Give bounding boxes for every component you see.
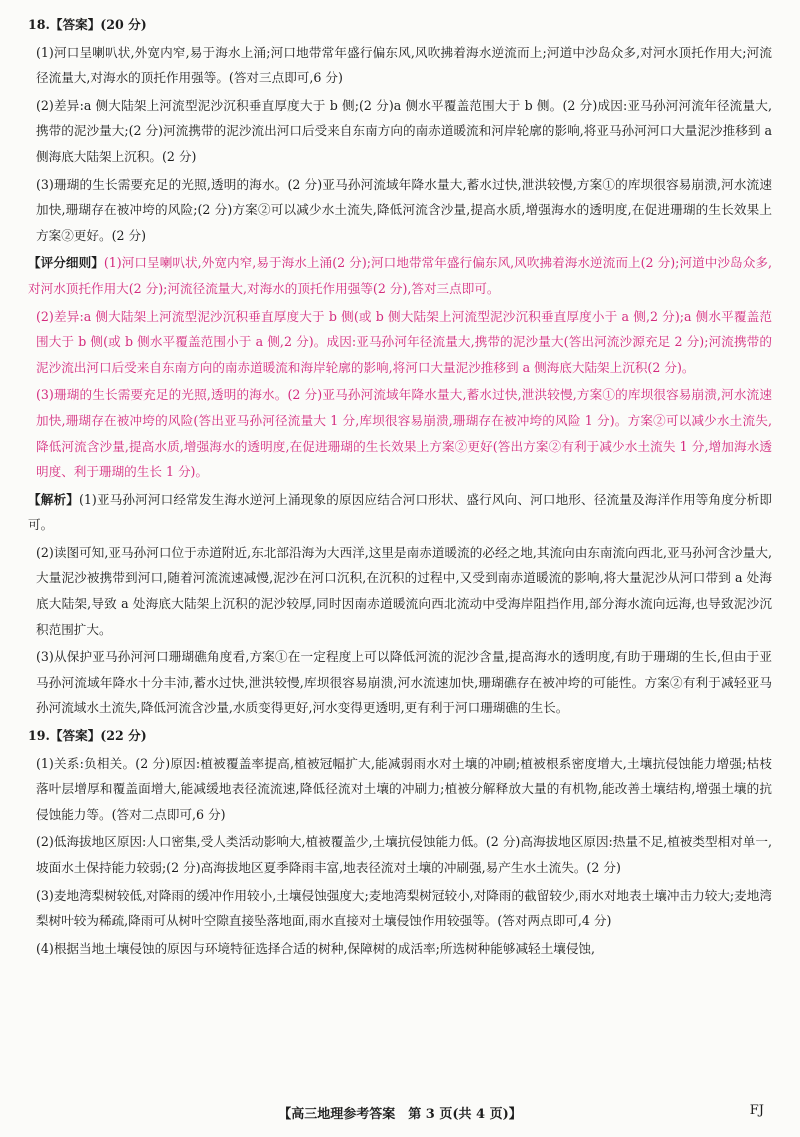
footer-text: 【高三地理参考答案 第 3 页(共 4 页)】: [278, 1107, 522, 1122]
q18-answer-heading: [28, 12, 772, 38]
q18-answer-part1: (1)河口呈喇叭状,外宽内窄,易于海水上涌;河口地带常年盛行偏东风,风吹拂着海水逆流而上;河道中沙岛众多,对河水顶托作用大;河流径流量大,对海水的顶托作用强等。(答对三点即可,6 分): [36, 44, 772, 86]
q19-answer-part1: (1)关系:负相关。(2 分)原因:植被覆盖率提高,植被冠幅扩大,能减弱雨水对土壤的冲刷;植被根系密度增大,土壤抗侵蚀能力增强;枯枝落叶层增厚和覆盖面增大,能减缓地表径流流速,降低径流对土壤的冲刷力;植被分解释放大量的有机物,能改善土壤结构,增强土壤的抗侵蚀能力等。(答对二点即可,6 分): [36, 755, 772, 822]
q18-answer-label: 18.【答案】(20 分): [28, 17, 147, 32]
q19-answer-part2: (2)低海拔地区原因:人口密集,受人类活动影响大,植被覆盖少,土壤抗侵蚀能力低。(2 分)高海拔地区原因:热量不足,植被类型相对单一,坡面水土保持能力较弱;(2 分)高海拔地区夏季降雨丰富,地表径流对土壤的冲刷强,易产生水土流失。(2 分): [36, 834, 772, 875]
q18-rubric-part3: (3)珊瑚的生长需要充足的光照,透明的海水。(2 分)亚马孙河流域年降水量大,蓄水过快,泄洪较慢,方案①的库坝很容易崩溃,河水流速加快,珊瑚存在被冲垮的风险(答出亚马孙河径流量大 1 分,库坝很容易崩溃,珊瑚存在被冲垮的风险 1 分)。方案②可以减少水土流失,降低河流含沙量,提高水质,增强海水的透明度,在促进珊瑚的生长效果上方案②更好(答出方案②有利于减少水土流失 1 分,增加海水透明度、利于珊瑚的生长 1 分)。: [36, 387, 772, 480]
q18-rubric-part2: (2)差异:a 侧大陆架上河流型泥沙沉积垂直厚度大于 b 侧(或 b 侧大陆架上河流型泥沙沉积垂直厚度小于 a 侧,2 分);a 侧水平覆盖范围大于 b 侧(或 b 侧水平覆盖范围小于 a 侧,2 分)。成因:亚马孙河年径流量大,携带的泥沙量大(答出河流沙源充足 2 分);河流携带的泥沙流出河口后受来自东南方向的南赤道暖流和海岸轮廓的影响,将河口大量泥沙推移到 a 侧海底大陆架上沉积(2 分)。: [36, 308, 772, 375]
page-footer: [0, 1103, 800, 1122]
q18-analysis-part1: [28, 487, 772, 538]
rubric-part1-text: (1)河口呈喇叭状,外宽内窄,易于海水上涌(2 分);河口地带常年盛行偏东风,风吹拂着海水逆流而上(2 分);河道中沙岛众多,对河水顶托作用大(2 分);河流径流量大,对海水的顶托作用强等(2 分),答对三点即可。: [28, 255, 772, 296]
q18-analysis-part3: (3)从保护亚马孙河河口珊瑚礁角度看,方案①在一定程度上可以降低河流的泥沙含量,提高海水的透明度,有助于珊瑚的生长,但由于亚马孙河流域年降水十分丰沛,蓄水过快,泄洪较慢,库坝很容易崩溃,河水流速加快,珊瑚礁存在被冲垮的可能性。方案②有利于减轻亚马孙河流域水土流失,降低河流含沙量,水质变得更好,河水变得更透明,更有利于河口珊瑚礁的生长。: [36, 649, 772, 716]
q18-rubric-part1: [28, 250, 772, 301]
q19-answer-part4: (4)根据当地土壤侵蚀的原因与环境特征选择合适的树种,保障树的成活率;所选树种能够减轻土壤侵蚀,: [36, 940, 596, 956]
analysis-label: 【解析】: [28, 491, 79, 507]
q18-answer-part2: (2)差异:a 侧大陆架上河流型泥沙沉积垂直厚度大于 b 侧;(2 分)a 侧水平覆盖范围大于 b 侧。(2 分)成因:亚马孙河河流年径流量大,携带的泥沙量大;(2 分)河流携带的泥沙流出河口后受来自东南方向的南赤道暖流和河岸轮廓的影响,将亚马孙河河口大量泥沙推移到 a 侧海底大陆架上沉积。(2 分): [36, 97, 772, 164]
footer-code: FJ: [749, 1103, 764, 1118]
analysis-part1-text: (1)亚马孙河河口经常发生海水逆河上涌现象的原因应结合河口形状、盛行风向、河口地形、径流量及海洋作用等角度分析即可。: [28, 491, 773, 533]
q19-answer-label: 19.【答案】(22 分): [28, 728, 147, 744]
q19-answer-part3: (3)麦地湾梨树较低,对降雨的缓冲作用较小,土壤侵蚀强度大;麦地湾梨树冠较小,对降雨的截留较少,雨水对地表土壤冲击力较大;麦地湾梨树叶较为稀疏,降雨可从树叶空隙直接坠落地面,雨水直接对土壤侵蚀作用较强等。(答对两点即可,4 分): [36, 887, 772, 929]
rubric-label: 【评分细则】: [28, 255, 104, 271]
q19-answer-heading: [28, 723, 772, 749]
q18-answer-part3: (3)珊瑚的生长需要充足的光照,透明的海水。(2 分)亚马孙河流域年降水量大,蓄水过快,泄洪较慢,方案①的库坝很容易崩溃,河水流速加快,珊瑚存在被冲垮的风险;(2 分)方案②可以减少水土流失,降低河流含沙量,提高水质,增强海水的透明度,在促进珊瑚的生长效果上方案②更好。(2 分): [36, 176, 772, 243]
q18-analysis-part2: (2)读图可知,亚马孙河口位于赤道附近,东北部沿海为大西洋,这里是南赤道暖流的必经之地,其流向由东南流向西北,亚马孙河含沙量大,大量泥沙被携带到河口,随着河流流速减慢,泥沙在河口沉积,在沉积的过程中,又受到南赤道暖流的影响,将大量泥沙从河口带到 a 处海底大陆架,导致 a 处海底大陆架上沉积的泥沙较厚,同时因南赤道暖流向西北流动中受海岸阻挡作用,部分海水流向远海,也导致泥沙沉积范围扩大。: [36, 544, 772, 637]
answer-sheet-page: [28, 12, 772, 963]
